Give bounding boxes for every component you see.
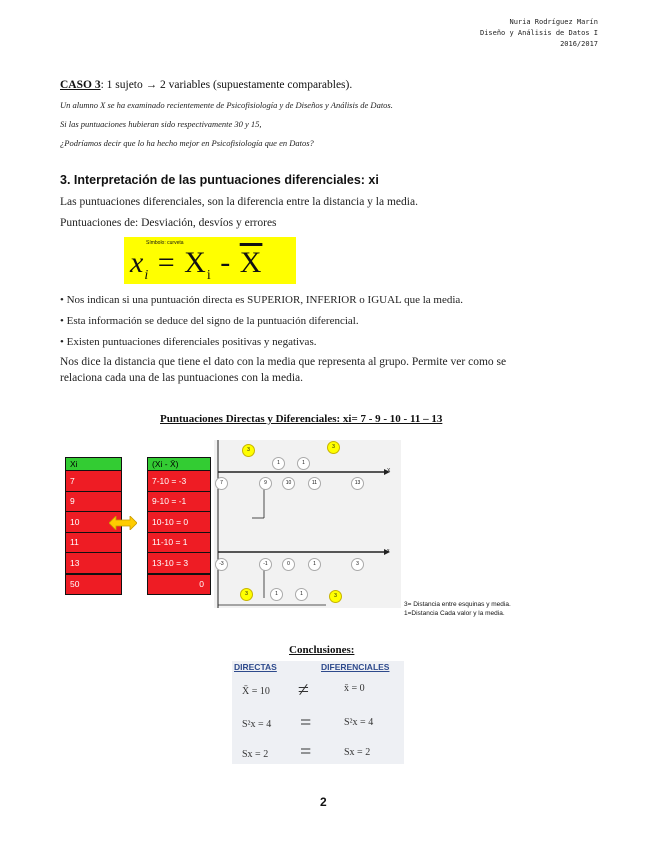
section-para-1: Las puntuaciones diferenciales, son la diferencia entre la distancia y la media. <box>60 196 418 208</box>
formula-expression <box>130 246 262 284</box>
direct-cell: 7 <box>66 471 122 492</box>
differential-scores-table <box>147 457 211 595</box>
diff-cell: 7-10 = -3 <box>148 471 211 492</box>
page-number: 2 <box>320 795 327 809</box>
section-para-3a: Nos dice la distancia que tiene el dato con la media que representa al grupo. Permite ver como se <box>60 356 507 368</box>
figure-note-1: 3= Distancia entre esquinas y media. <box>404 601 511 608</box>
bottom-badge: 3 <box>329 590 342 603</box>
diff-header: (Xi - X̄) <box>148 458 211 471</box>
bottom-badge: 1 <box>270 588 283 601</box>
conclusions-box <box>232 661 404 764</box>
top-point: 13 <box>351 477 364 490</box>
conclusion-symbol: ≠ <box>298 679 309 701</box>
header-author: Nuria Rodríguez Marín <box>509 18 598 26</box>
bottom-badge: 3 <box>240 588 253 601</box>
section-title: 3. Interpretación de las puntuaciones diferenciales: xi <box>60 173 379 187</box>
figure-note-2: 1=Distancia Cada valor y la media. <box>404 610 505 617</box>
top-point: 9 <box>259 477 272 490</box>
formula-equals: = <box>157 246 176 279</box>
case3-line-2: Si las puntuaciones hubieran sido respectivamente 30 y 15, <box>60 119 262 129</box>
top-badge: 3 <box>327 441 340 454</box>
case3-line-1: Un alumno X se ha examinado recientemente de Psicofisiología y de Diseños y Análisis de Datos. <box>60 100 393 110</box>
bottom-point: 3 <box>351 558 364 571</box>
double-arrow-icon <box>109 516 137 530</box>
conclusion-symbol: = <box>300 712 312 734</box>
conclusion-left: X̄ = 10 <box>242 686 270 697</box>
top-point: 11 <box>308 477 321 490</box>
direct-cell: 10 <box>66 512 122 533</box>
conclusion-right: x̄ = 0 <box>344 683 365 694</box>
bottom-point: -3 <box>215 558 228 571</box>
direct-total: 50 <box>66 574 122 595</box>
diff-total: 0 <box>148 574 211 595</box>
case3-text: : 1 sujeto → 2 variables (supuestamente comparables). <box>100 79 353 91</box>
section-para-2: Puntuaciones de: Desviación, desvíos y errores <box>60 217 277 229</box>
bottom-axis-label: x <box>387 548 390 554</box>
diff-cell: 13-10 = 3 <box>148 553 211 574</box>
header-year: 2016/2017 <box>560 40 598 48</box>
formula-note: Símbolo: curveta <box>146 240 184 246</box>
direct-cell: 13 <box>66 553 122 574</box>
formula-X-sub: i <box>206 268 212 283</box>
formula-mean: $\overline{X}$ <box>239 246 263 279</box>
bullet-2: • Esta información se deduce del signo de la puntuación diferencial. <box>60 315 359 327</box>
conclusion-left: S²x = 4 <box>242 719 272 730</box>
figure-caption: Puntuaciones Directas y Diferenciales: xi= 7 - 9 - 10 - 11 – 13 <box>160 413 443 425</box>
top-badge: 1 <box>272 457 285 470</box>
case3-label: CASO 3 <box>60 79 101 91</box>
formula-lhs: x <box>130 246 145 279</box>
top-point: 7 <box>215 477 228 490</box>
section-para-3b: relaciona cada una de las puntuaciones con la media. <box>60 372 303 384</box>
direct-cell: 11 <box>66 532 122 553</box>
bullet-1: • Nos indican si una puntuación directa es SUPERIOR, INFERIOR o IGUAL que la media. <box>60 294 464 306</box>
diff-cell: 11-10 = 1 <box>148 532 211 553</box>
number-line-graph <box>214 440 401 608</box>
case3-line-3: ¿Podríamos decir que lo ha hecho mejor en Psicofisiología que en Datos? <box>60 138 314 148</box>
diff-cell: 9-10 = -1 <box>148 491 211 512</box>
formula-minus: - <box>220 246 232 279</box>
conclusion-left: Sx = 2 <box>242 749 269 760</box>
formula-box <box>124 237 296 284</box>
conclusion-right: S²x = 4 <box>344 717 374 728</box>
formula-lhs-sub: i <box>144 268 150 283</box>
direct-header: Xi <box>66 458 122 471</box>
header-course: Diseño y Análisis de Datos I <box>479 29 598 37</box>
conclusion-right: Sx = 2 <box>344 747 371 758</box>
bottom-point: -1 <box>259 558 272 571</box>
bottom-point: 1 <box>308 558 321 571</box>
conclusion-symbol: = <box>300 741 312 763</box>
bottom-badge: 1 <box>295 588 308 601</box>
diff-cell: 10-10 = 0 <box>148 512 211 533</box>
top-point: 10 <box>282 477 295 490</box>
top-badge: 3 <box>242 444 255 457</box>
conclusions-left-head: DIRECTAS <box>234 662 277 672</box>
case3-line <box>60 79 352 91</box>
bullet-3: • Existen puntuaciones diferenciales positivas y negativas. <box>60 336 317 348</box>
direct-cell: 9 <box>66 491 122 512</box>
conclusions-right-head: DIFERENCIALES <box>321 662 390 672</box>
formula-X: X <box>184 246 207 279</box>
conclusions-title: Conclusiones: <box>289 644 355 656</box>
top-axis-label: X <box>387 468 391 474</box>
bottom-point: 0 <box>282 558 295 571</box>
top-badge: 1 <box>297 457 310 470</box>
